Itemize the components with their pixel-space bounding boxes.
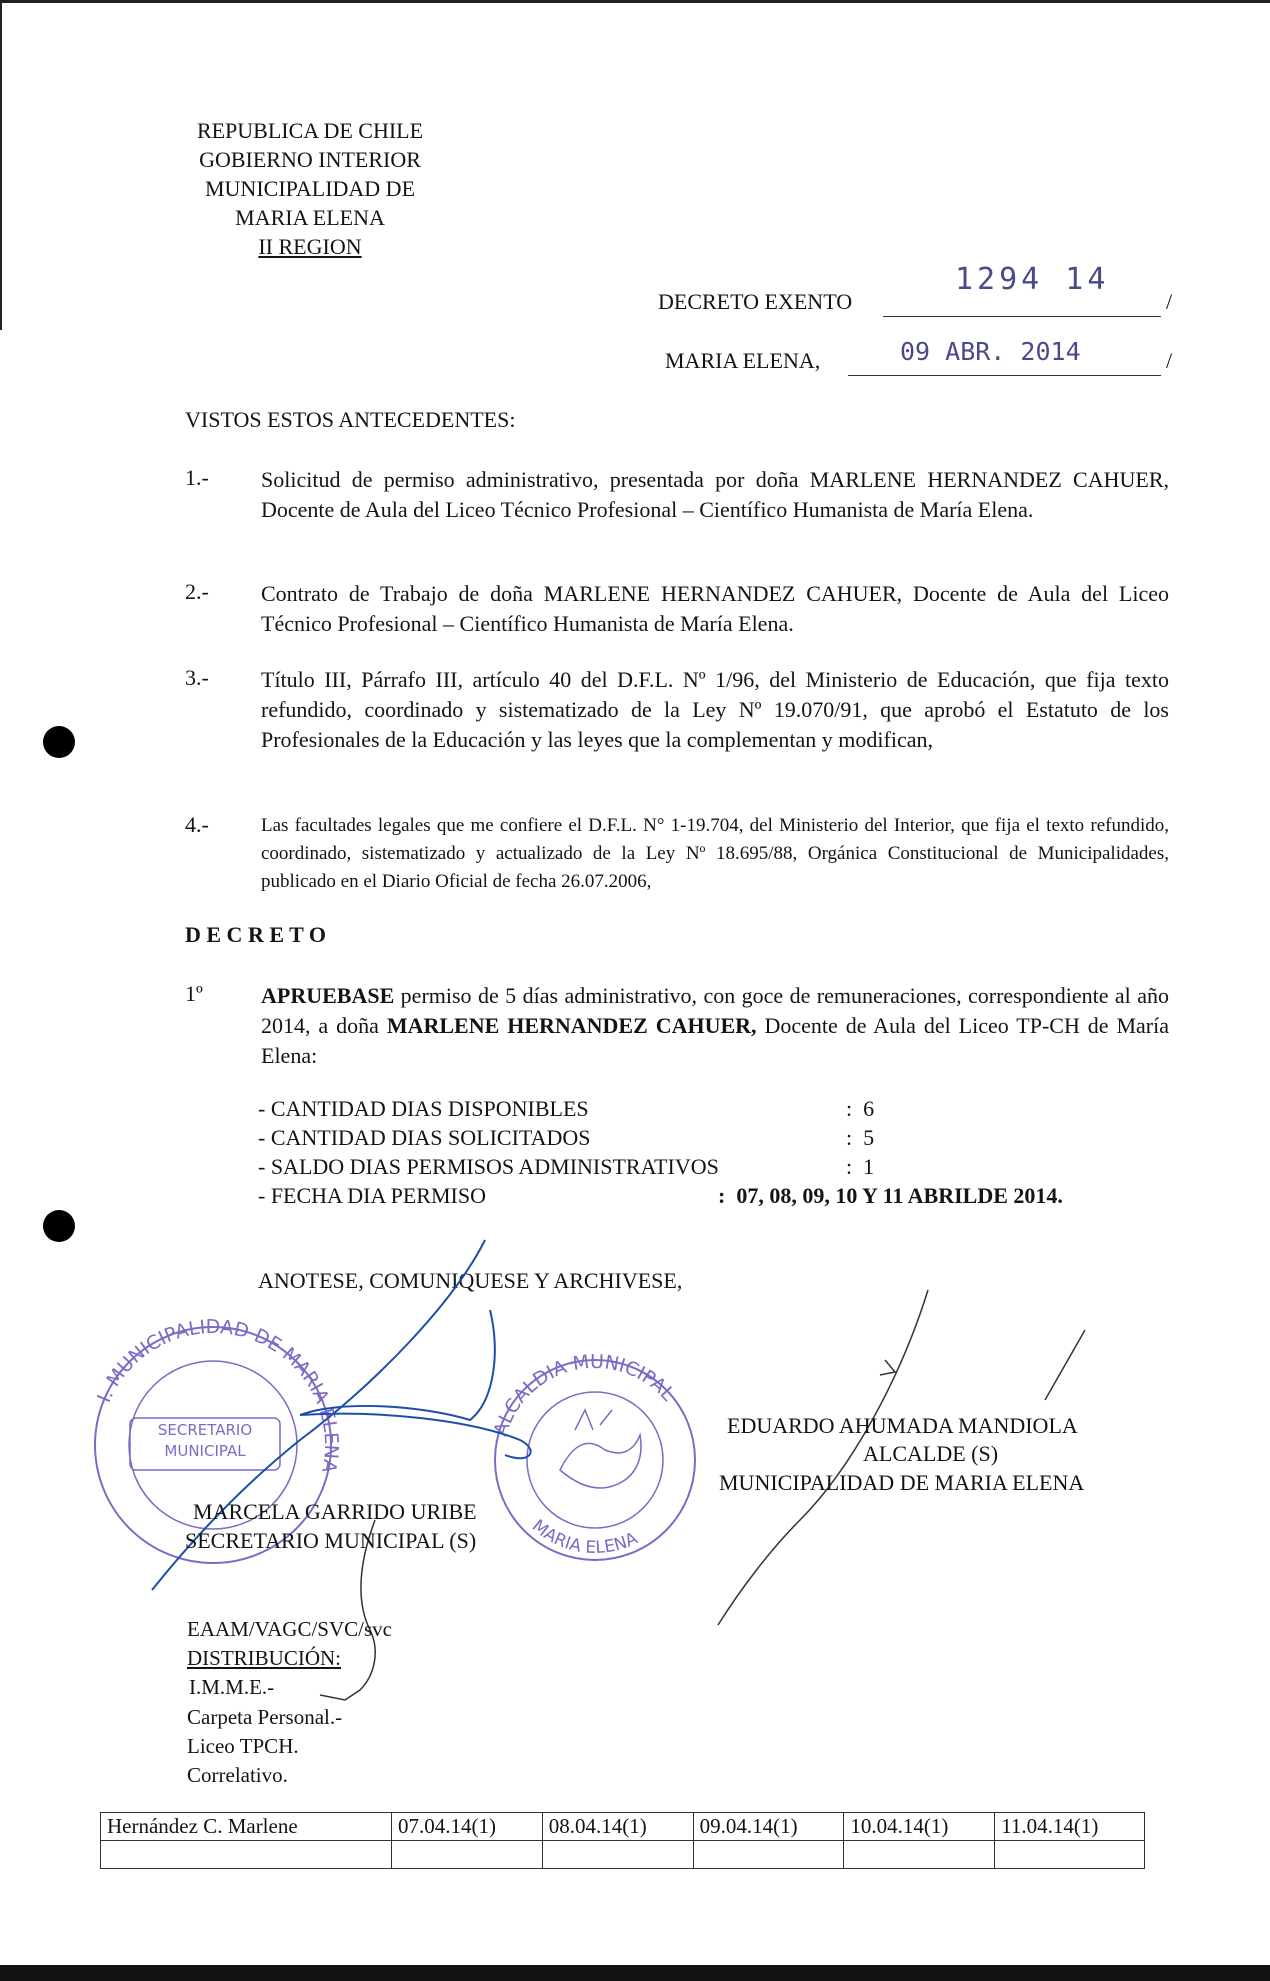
- date-stamp: 09 ABR. 2014: [900, 337, 1081, 366]
- decree-number: 1294 14: [955, 262, 1110, 297]
- item-text: Solicitud de permiso administrativo, presentada por doña MARLENE HERNANDEZ CAHUER, Docente de Aula del Liceo Técnico Profesional – Científico Humanista de María Elena.: [261, 467, 1169, 522]
- decreto-number: 1º: [185, 981, 203, 1006]
- item-text: Título III, Párrafo III, artículo 40 del D.F.L. Nº 1/96, del Ministerio de Educación, que fija texto refundido, coordinado y sistematizado de la Ley Nº 19.070/91, que aprobó el Estatuto de los Profesionales de la Educación y las leyes que la complementan y modifican,: [261, 667, 1169, 752]
- initials: EAAM/VAGC/SVC/svc: [187, 1617, 392, 1641]
- item-number: 1.-: [185, 465, 209, 490]
- secretary-name: MARCELA GARRIDO URIBE: [193, 1499, 477, 1524]
- punch-hole: [43, 1210, 75, 1242]
- table-cell-date: 09.04.14(1): [693, 1813, 844, 1841]
- table-cell-name: Hernández C. Marlene: [101, 1813, 392, 1841]
- decreto-title: D E C R E T O: [185, 922, 327, 947]
- detail-row-value: : 6: [846, 1096, 875, 1121]
- secretary-stamp-ring-text: I. MUNICIPALIDAD DE MARIA ELENA: [93, 1315, 343, 1475]
- table-row: [101, 1813, 1145, 1841]
- mayor-name: EDUARDO AHUMADA MANDIOLA: [727, 1413, 1078, 1438]
- item-text: Las facultades legales que me confiere el D.F.L. N° 1-19.704, del Ministerio del Interior, que fija el texto refundido, coordinado, sistematizado y actualizado de la Ley Nº 18.695/88, Orgánica Constitucional de Municipalidades, publicado en el Diario Oficial de fecha 26.07.2006,: [261, 815, 1169, 892]
- decreto-text-b: Docente de Aula del Liceo TP-CH de María Elena:: [261, 1013, 1170, 1068]
- table-cell-date: 07.04.14(1): [392, 1813, 543, 1841]
- table-cell-empty: [542, 1841, 693, 1869]
- detail-row-label: - CANTIDAD DIAS DISPONIBLES: [258, 1096, 589, 1121]
- distribution-item: I.M.M.E.-: [189, 1675, 275, 1699]
- permission-dates-table: [100, 1812, 1145, 1869]
- coat-of-arms-icon: [560, 1435, 641, 1488]
- secretary-stamp-center: [130, 1420, 280, 1470]
- letterhead-region: II REGION: [258, 234, 362, 259]
- table-cell-empty: [844, 1841, 995, 1869]
- table-cell-date: 10.04.14(1): [844, 1813, 995, 1841]
- detail-row-label: - SALDO DIAS PERMISOS ADMINISTRATIVOS: [258, 1154, 719, 1179]
- distribution-item: Correlativo.: [187, 1763, 288, 1787]
- detail-row-value: : 07, 08, 09, 10 Y 11 ABRILDE 2014.: [718, 1183, 1063, 1208]
- secretary-title: SECRETARIO MUNICIPAL (S): [185, 1528, 477, 1553]
- distribution-title: DISTRIBUCIÓN:: [187, 1646, 342, 1670]
- mayor-stamp-inner-ring: [527, 1392, 663, 1528]
- mayor-title: ALCALDE (S): [863, 1441, 999, 1466]
- item-number: 3.-: [185, 665, 209, 690]
- item-number: 4.-: [185, 812, 209, 837]
- mayor-stamp-top-text: ALCALDIA MUNICIPAL: [489, 1350, 679, 1439]
- punch-hole: [43, 726, 75, 758]
- distribution-item: Carpeta Personal.-: [187, 1705, 343, 1729]
- decreto-lead: APRUEBASE: [261, 983, 395, 1008]
- detail-row-label: - CANTIDAD DIAS SOLICITADOS: [258, 1125, 591, 1150]
- table-cell-date: 11.04.14(1): [995, 1813, 1145, 1841]
- letterhead-line: REPUBLICA DE CHILE: [196, 118, 424, 143]
- date-slash: /: [1166, 348, 1173, 373]
- table-cell-empty: [392, 1841, 543, 1869]
- distribution-item: Liceo TPCH.: [187, 1734, 299, 1758]
- vistos-title: VISTOS ESTOS ANTECEDENTES:: [185, 407, 516, 432]
- item-number: 2.-: [185, 579, 209, 604]
- decree-slash: /: [1166, 289, 1173, 314]
- decreto-name: MARLENE HERNANDEZ CAHUER,: [386, 1013, 757, 1038]
- coat-of-arms-detail-icon: [575, 1410, 612, 1430]
- table-cell-empty: [693, 1841, 844, 1869]
- table-cell-date: 08.04.14(1): [542, 1813, 693, 1841]
- table-cell-empty: [995, 1841, 1145, 1869]
- letterhead-line: MARIA ELENA: [235, 205, 385, 230]
- letterhead-line: MUNICIPALIDAD DE: [204, 176, 416, 201]
- place-label: MARIA ELENA,: [665, 348, 821, 373]
- table-cell-empty: [101, 1841, 392, 1869]
- item-text: Contrato de Trabajo de doña MARLENE HERNANDEZ CAHUER, Docente de Aula del Liceo Técnico Profesional – Científico Humanista de María Elena.: [261, 581, 1169, 636]
- secretary-stamp-center-text: SECRETARIO MUNICIPAL: [157, 1421, 253, 1460]
- letterhead-line: GOBIERNO INTERIOR: [199, 147, 421, 172]
- closing-line: ANOTESE, COMUNIQUESE Y ARCHIVESE,: [258, 1268, 683, 1293]
- decree-label: DECRETO EXENTO: [658, 289, 853, 314]
- decreto-text-a: permiso de 5 días administrativo, con goce de remuneraciones, correspondiente al año 2014, a doña: [261, 983, 1169, 1038]
- mayor-stamp-bottom-text: MARIA ELENA: [528, 1516, 641, 1559]
- detail-row-value: : 5: [846, 1125, 875, 1150]
- detail-row-label: - FECHA DIA PERMISO: [258, 1183, 486, 1208]
- detail-row-value: : 1: [846, 1154, 875, 1179]
- mayor-org: MUNICIPALIDAD DE MARIA ELENA: [719, 1470, 1085, 1495]
- table-row: [101, 1841, 1145, 1869]
